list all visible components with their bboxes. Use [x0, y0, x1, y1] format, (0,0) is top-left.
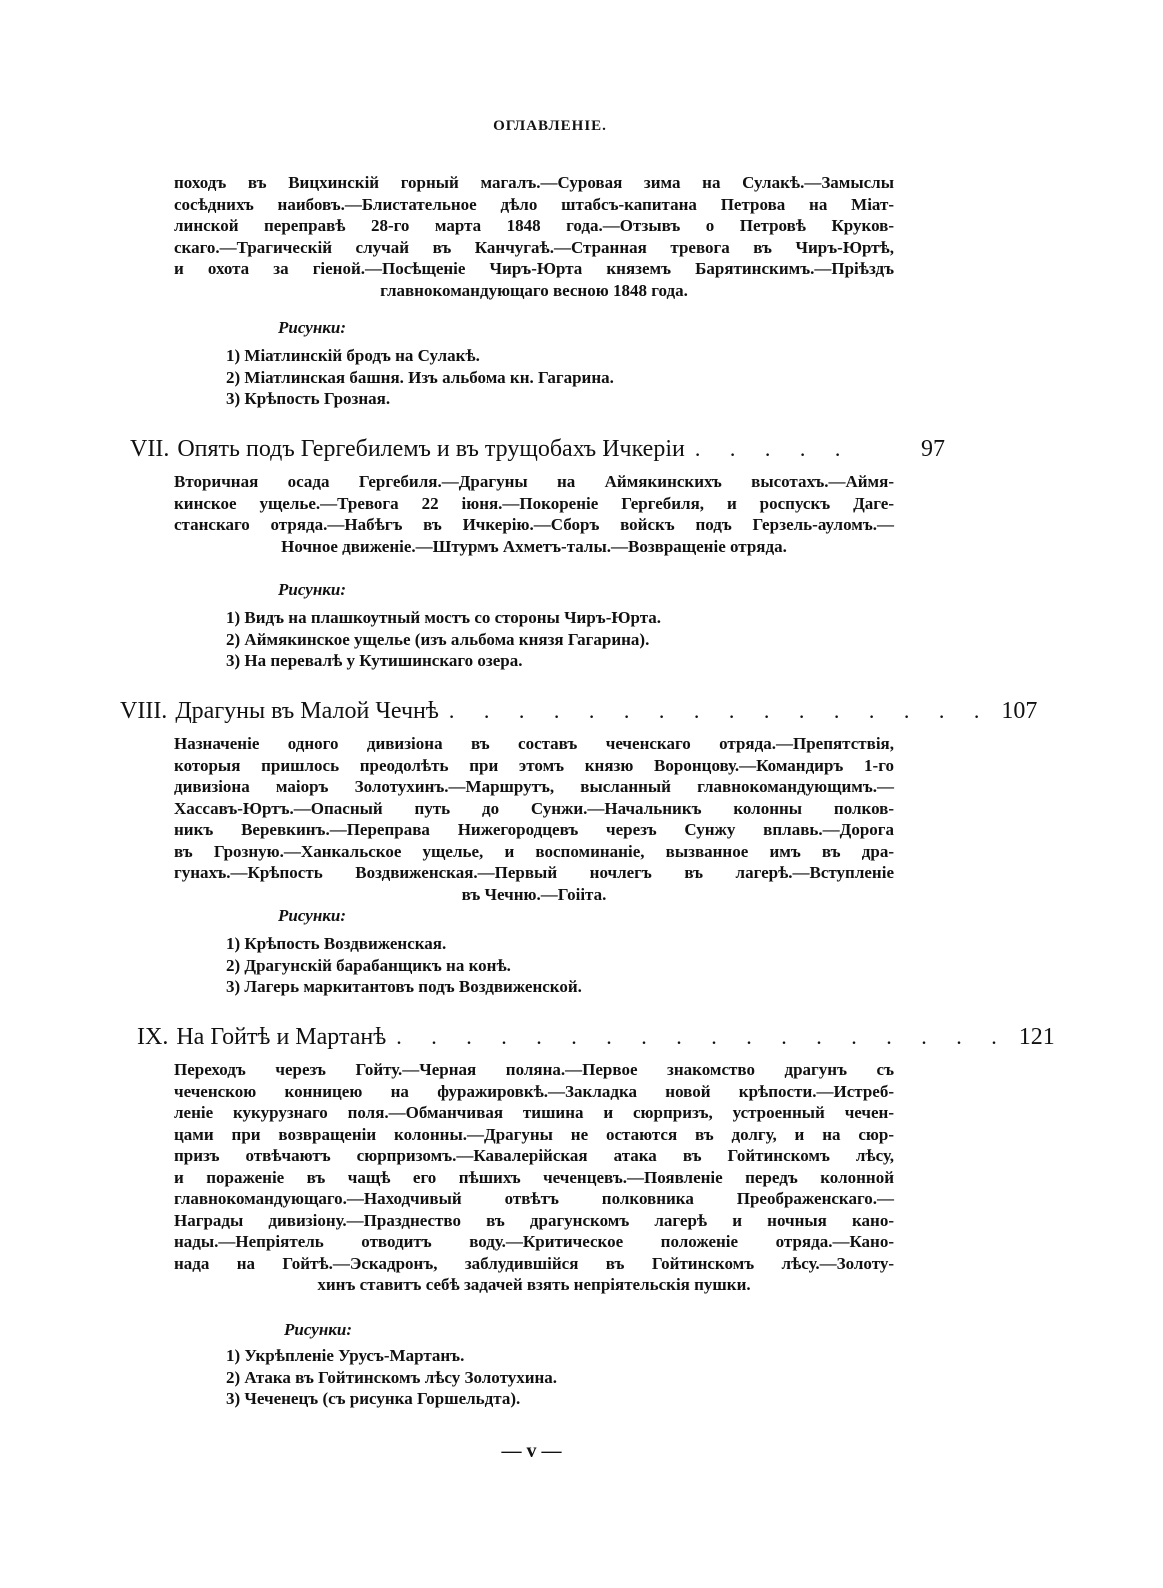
- figures-list: [226, 933, 582, 998]
- summary-line: главнокомандующаго.—Находчивый отвѣтъ полковника Преображенскаго.—: [174, 1189, 894, 1208]
- summary-line: линской переправѣ 28-го марта 1848 года.—Отзывъ о Петровѣ Круков-: [174, 216, 894, 235]
- summary-line: леніе кукурузнаго поля.—Обманчивая тишина и сюрпризъ, устроенный чечен-: [174, 1103, 894, 1122]
- chapter7-summary: [174, 471, 894, 557]
- summary-last-line: въ Чечню.—Гоііта.: [461, 884, 607, 904]
- chapter9-summary: [174, 1059, 894, 1296]
- summary-line: Хассавъ-Юртъ.—Опасный путь до Сунжи.—Начальникъ колонны полков-: [174, 798, 894, 818]
- chapter-title: Драгуны въ Малой Чечнѣ: [175, 698, 439, 724]
- running-head: ОГЛАВЛЕНІЕ.: [493, 118, 607, 134]
- summary-line: Переходъ черезъ Гойту.—Черная поляна.—Первое знакомство драгунъ съ: [174, 1060, 894, 1079]
- summary-line: Назначеніе одного дивизіона въ составъ чеченскаго отряда.—Препятствія,: [174, 734, 894, 753]
- figure-item: 3) Крѣпость Грозная.: [226, 389, 391, 408]
- summary-line: и пораженіе въ чащѣ его пѣшихъ чеченцевъ.—Появленіе передъ колонной: [174, 1167, 894, 1187]
- chapter-heading-viii[interactable]: [120, 698, 1038, 725]
- page-folio: — v —: [501, 1440, 562, 1462]
- summary-line: нады.—Непріятель отводитъ воду.—Критическое положеніе отряда.—Кано-: [174, 1232, 894, 1251]
- summary-line: никъ Веревкинъ.—Переправа Нижегородцевъ черезъ Сунжу вплавь.—Дорога: [174, 820, 894, 839]
- summary-line: нада на Гойтѣ.—Эскадронъ, заблудившійся въ Гойтинскомъ лѣсу.—Золоту-: [174, 1253, 894, 1273]
- summary-line: чеченскою конницею на фуражировкѣ.—Закладка новой крѣпости.—Истреб-: [174, 1081, 894, 1101]
- chapter-title: На Гойтѣ и Мартанѣ: [176, 1024, 387, 1050]
- figures-list: [226, 607, 661, 672]
- dot-leader: . . . . .: [694, 436, 853, 461]
- figure-item: 2) Аймякинское ущелье (изъ альбома князя Гагарина).: [226, 629, 650, 649]
- figure-item: 3) Чеченецъ (съ рисунка Горшельдта).: [226, 1389, 521, 1408]
- dot-leader: . . . . . . . . . . . . . . . .: [448, 698, 992, 723]
- summary-line: призъ отвѣчаютъ сюрпризомъ.—Кавалерійская атака въ Гойтинскомъ лѣсу,: [174, 1146, 894, 1165]
- summary-line: и охота за гіеной.—Посѣщеніе Чиръ-Юрта княземъ Барятинскимъ.—Пріѣздъ: [174, 259, 894, 278]
- chapter-page-number: 121: [1018, 1024, 1055, 1050]
- figure-item: 2) Драгунскій барабанщикъ на конѣ.: [226, 955, 511, 975]
- summary-line: Награды дивизіону.—Празднество въ драгунскомъ лагерѣ и ночныя кано-: [174, 1210, 894, 1230]
- summary-line: гунахъ.—Крѣпость Воздвиженская.—Первый ночлегъ въ лагерѣ.—Вступленіе: [174, 863, 894, 882]
- chapter-number: VIII.: [120, 698, 168, 724]
- figures-heading: Рисунки:: [284, 1320, 352, 1339]
- chapter-number: IX.: [137, 1024, 169, 1050]
- dot-leader: . . . . . . . . . . . . . . . . . .: [396, 1024, 1009, 1049]
- summary-line: въ Грозную.—Ханкальское ущелье, и воспоминаніе, вызванное имъ въ дра-: [174, 841, 894, 861]
- summary-line: дивизіона маіоръ Золотухинъ.—Маршрутъ, высланный главнокомандующимъ.—: [174, 777, 894, 796]
- summary-line: походъ въ Вицхинскій горный магалъ.—Суровая зима на Сулакѣ.—Замыслы: [174, 173, 894, 192]
- summary-line: кинское ущелье.—Тревога 22 іюня.—Покореніе Гергебиля, и роспускъ Даге-: [174, 493, 894, 513]
- figure-item: 1) Укрѣпленіе Урусъ-Мартанъ.: [226, 1346, 465, 1365]
- chapter-title: Опять подъ Гергебилемъ и въ трущобахъ Ичкеріи: [177, 436, 685, 462]
- chapter-number: VII.: [130, 436, 170, 462]
- figures-heading: Рисунки:: [278, 580, 346, 599]
- figures-list: [226, 1345, 557, 1410]
- figure-item: 1) Видъ на плашкоутный мостъ со стороны Чиръ-Юрта.: [226, 608, 662, 627]
- figures-list: [226, 345, 614, 410]
- chapter-heading-vii[interactable]: [130, 436, 945, 463]
- chapter-page-number: 107: [1001, 698, 1038, 724]
- summary-last-line: хинъ ставитъ себѣ задачей взять непріятельскія пушки.: [317, 1275, 751, 1294]
- figure-item: 2) Атака въ Гойтинскомъ лѣсу Золотухина.: [226, 1367, 558, 1387]
- figures-heading: Рисунки:: [278, 906, 346, 925]
- summary-last-line: главнокомандующаго весною 1848 года.: [380, 280, 688, 300]
- figure-item: 2) Міатлинская башня. Изъ альбома кн. Гагарина.: [226, 367, 614, 387]
- summary-line: цами при возвращеніи колонны.—Драгуны не остаются въ долгу, и на сюр-: [174, 1124, 894, 1144]
- figure-item: 3) Лагерь маркитантовъ подъ Воздвиженской.: [226, 977, 582, 996]
- figure-item: 3) На перевалѣ у Кутишинскаго озера.: [226, 651, 523, 670]
- chapter6-summary: [174, 172, 894, 301]
- summary-line: скаго.—Трагическій случай въ Канчугаѣ.—Странная тревога въ Чиръ-Юртѣ,: [174, 237, 894, 257]
- summary-line: станскаго отряда.—Набѣгъ въ Ичкерію.—Сборъ войскъ подъ Герзель-ауломъ.—: [174, 515, 894, 534]
- figure-item: 1) Крѣпость Воздвиженская.: [226, 934, 447, 953]
- chapter8-summary: [174, 733, 894, 905]
- summary-line: сосѣднихъ наибовъ.—Блистательное дѣло штабсъ-капитана Петрова на Міат-: [174, 194, 894, 214]
- figure-item: 1) Міатлинскій бродъ на Сулакѣ.: [226, 346, 480, 365]
- summary-line: которыя пришлось преодолѣть при этомъ князю Воронцову.—Командиръ 1-го: [174, 755, 894, 775]
- figures-heading: Рисунки:: [278, 318, 346, 337]
- summary-last-line: Ночное движеніе.—Штурмъ Ахметъ-талы.—Возвращеніе отряда.: [281, 536, 787, 556]
- chapter-heading-ix[interactable]: [137, 1024, 1055, 1051]
- summary-line: Вторичная осада Гергебиля.—Драгуны на Аймякинскихъ высотахъ.—Аймя-: [174, 472, 894, 491]
- chapter-page-number: 97: [921, 436, 945, 462]
